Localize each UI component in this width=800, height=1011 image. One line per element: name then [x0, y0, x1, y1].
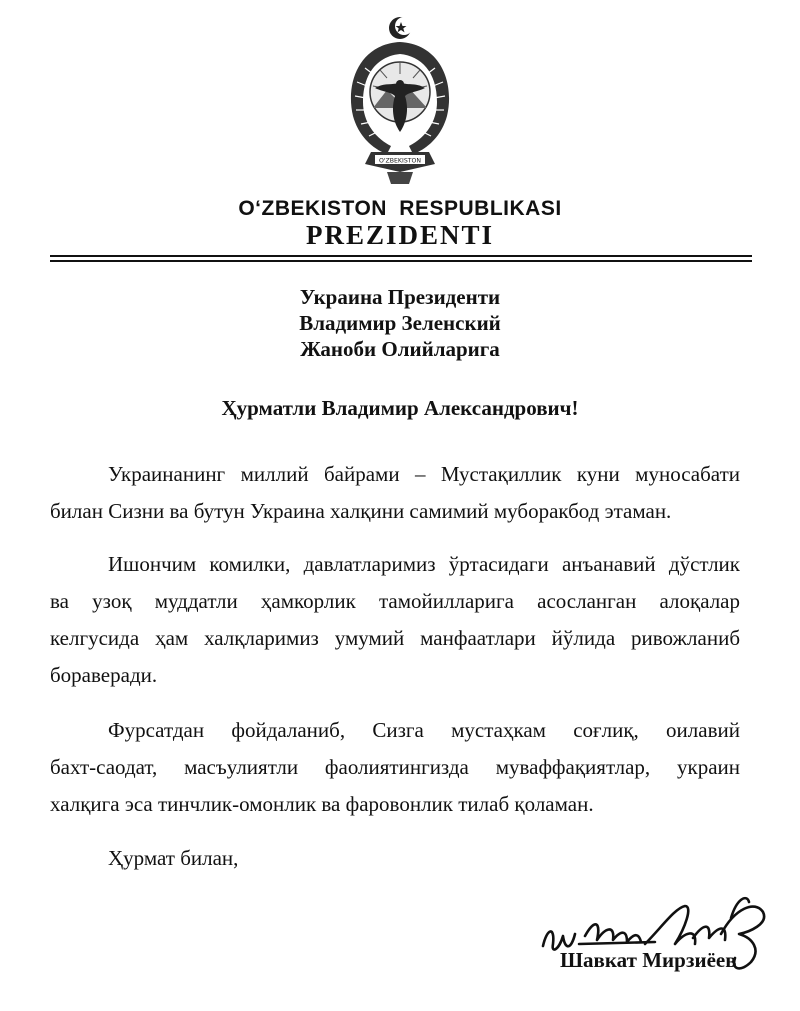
paragraph-3-line-2: бахт-саодат, масъулиятли фаолиятингизда муваффақиятлар, украин [50, 755, 740, 779]
paragraph-2-line-2: ва узоқ муддатли ҳамкорлик тамойилларига асосланган алоқалар [50, 589, 740, 613]
state-emblem-icon [335, 12, 465, 188]
paragraph-2-line-4: бораверади. [50, 663, 158, 687]
paragraph-2-line-3: келгусида ҳам халқларимиз умумий манфаатлари йўлида ривожланиб [50, 626, 740, 650]
handwritten-signature-icon [535, 888, 785, 988]
letterhead-country: O‘ZBEKISTON RESPUBLIKASI [238, 197, 562, 220]
paragraph-1-line-1: Украинанинг миллий байрами – Мустақиллик куни муносабати [108, 462, 740, 486]
salutation: Ҳурматли Владимир Александрович! [221, 396, 579, 420]
letterhead-divider-top [50, 255, 752, 257]
addressee-line-1: Украина Президенти [299, 285, 501, 309]
paragraph-1 [50, 456, 740, 530]
paragraph-3-line-3: халқига эса тинчлик-омонлик ва фаровонлик тилаб қоламан. [50, 792, 594, 816]
paragraph-3 [50, 712, 740, 823]
paragraph-2 [50, 546, 740, 694]
paragraph-1-line-2: билан Сизни ва бутун Украина халқини самимий муборакбод этаман. [50, 499, 672, 523]
closing: Ҳурмат билан, [108, 846, 239, 870]
letterhead-title: PREZIDENTI [305, 220, 495, 250]
letterhead-divider-bottom [50, 260, 752, 262]
addressee-line-2: Владимир Зеленский [299, 311, 501, 335]
signatory-name: Шавкат Мирзиёев [560, 948, 737, 972]
paragraph-3-line-1: Фурсатдан фойдаланиб, Сизга мустаҳкам соғлиқ, оилавий [108, 718, 740, 742]
paragraph-2-line-1: Ишончим комилки, давлатларимиз ўртасидаги анъанавий дўстлик [108, 552, 740, 576]
emblem-ribbon-text: O'ZBEKISTON [378, 157, 422, 165]
addressee-line-3: Жаноби Олийларига [300, 337, 500, 361]
